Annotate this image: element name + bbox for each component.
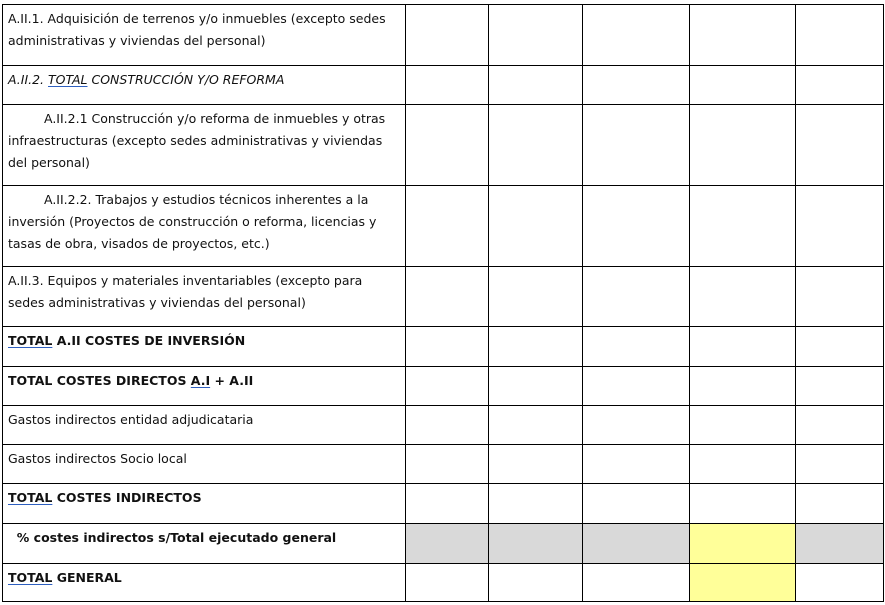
shaded-cell[interactable] — [406, 524, 489, 564]
value-cell[interactable] — [406, 186, 489, 267]
value-cell[interactable] — [690, 267, 796, 327]
value-cell[interactable] — [796, 445, 884, 484]
value-cell[interactable] — [796, 105, 884, 186]
value-cell[interactable] — [489, 445, 583, 484]
label-rest: A.II COSTES DE INVERSIÓN — [52, 333, 246, 348]
label-rest: COSTES INDIRECTOS — [52, 490, 202, 505]
value-cell[interactable] — [583, 186, 690, 267]
row-label: A.II.2.1 Construcción y/o reforma de inmuebles y otras infraestructuras (excepto sedes administrativas y viviendas del personal) — [3, 105, 406, 186]
value-cell[interactable] — [690, 406, 796, 445]
shaded-cell[interactable] — [489, 524, 583, 564]
table-row — [3, 186, 884, 267]
value-cell[interactable] — [583, 66, 690, 105]
label-prefix: A.II.2. — [8, 72, 49, 87]
row-label: Gastos indirectos Socio local — [3, 445, 406, 484]
value-cell[interactable] — [796, 367, 884, 406]
value-cell[interactable] — [690, 5, 796, 66]
row-label — [3, 367, 406, 406]
value-cell[interactable] — [796, 406, 884, 445]
label-underlined: TOTAL — [48, 72, 88, 87]
value-cell[interactable] — [690, 186, 796, 267]
value-cell[interactable] — [583, 564, 690, 602]
value-cell[interactable] — [583, 327, 690, 367]
value-cell[interactable] — [489, 267, 583, 327]
highlighted-cell[interactable] — [690, 564, 796, 602]
value-cell[interactable] — [690, 484, 796, 524]
row-label — [3, 484, 406, 524]
table-row — [3, 105, 884, 186]
value-cell[interactable] — [583, 484, 690, 524]
table-row — [3, 66, 884, 105]
row-label: % costes indirectos s/Total ejecutado general — [3, 524, 406, 564]
value-cell[interactable] — [690, 66, 796, 105]
value-cell[interactable] — [489, 484, 583, 524]
label-underlined: A.I — [190, 373, 211, 388]
value-cell[interactable] — [406, 66, 489, 105]
label-rest: CONSTRUCCIÓN Y/O REFORMA — [87, 72, 285, 87]
row-label: A.II.2.2. Trabajos y estudios técnicos inherentes a la inversión (Proyectos de construcción o reforma, licencias y tasas de obra, visados de proyectos, etc.) — [3, 186, 406, 267]
value-cell[interactable] — [489, 406, 583, 445]
table-row — [3, 367, 884, 406]
value-cell[interactable] — [406, 327, 489, 367]
row-label: A.II.1. Adquisición de terrenos y/o inmuebles (excepto sedes administrativas y viviendas del personal) — [3, 5, 406, 66]
table-row — [3, 524, 884, 564]
label-prefix: TOTAL COSTES DIRECTOS — [8, 373, 191, 388]
value-cell[interactable] — [583, 445, 690, 484]
value-cell[interactable] — [406, 5, 489, 66]
value-cell[interactable] — [406, 445, 489, 484]
table-row — [3, 5, 884, 66]
value-cell[interactable] — [583, 267, 690, 327]
value-cell[interactable] — [796, 327, 884, 367]
row-label — [3, 66, 406, 105]
table-row — [3, 406, 884, 445]
highlighted-cell[interactable] — [690, 524, 796, 564]
value-cell[interactable] — [796, 186, 884, 267]
value-cell[interactable] — [690, 445, 796, 484]
value-cell[interactable] — [406, 367, 489, 406]
value-cell[interactable] — [489, 66, 583, 105]
label-rest: + A.II — [210, 373, 254, 388]
table-row — [3, 445, 884, 484]
table-row — [3, 484, 884, 524]
value-cell[interactable] — [583, 367, 690, 406]
value-cell[interactable] — [583, 406, 690, 445]
value-cell[interactable] — [489, 105, 583, 186]
label-underlined: TOTAL — [8, 490, 53, 505]
value-cell[interactable] — [583, 5, 690, 66]
value-cell[interactable] — [796, 267, 884, 327]
value-cell[interactable] — [690, 367, 796, 406]
value-cell[interactable] — [690, 327, 796, 367]
value-cell[interactable] — [796, 484, 884, 524]
shaded-cell[interactable] — [796, 524, 884, 564]
row-label — [3, 564, 406, 602]
value-cell[interactable] — [489, 367, 583, 406]
table-row — [3, 267, 884, 327]
value-cell[interactable] — [796, 564, 884, 602]
label-underlined: TOTAL — [8, 570, 53, 585]
value-cell[interactable] — [489, 564, 583, 602]
table-row — [3, 327, 884, 367]
label-rest: GENERAL — [52, 570, 122, 585]
value-cell[interactable] — [690, 105, 796, 186]
value-cell[interactable] — [796, 66, 884, 105]
row-label: Gastos indirectos entidad adjudicataria — [3, 406, 406, 445]
row-label — [3, 327, 406, 367]
value-cell[interactable] — [583, 105, 690, 186]
value-cell[interactable] — [489, 5, 583, 66]
row-label: A.II.3. Equipos y materiales inventariables (excepto para sedes administrativas y viviendas del personal) — [3, 267, 406, 327]
label-underlined: TOTAL — [8, 333, 53, 348]
shaded-cell[interactable] — [583, 524, 690, 564]
value-cell[interactable] — [796, 5, 884, 66]
value-cell[interactable] — [406, 564, 489, 602]
value-cell[interactable] — [489, 327, 583, 367]
value-cell[interactable] — [406, 406, 489, 445]
table-row — [3, 564, 884, 602]
value-cell[interactable] — [489, 186, 583, 267]
value-cell[interactable] — [406, 484, 489, 524]
value-cell[interactable] — [406, 105, 489, 186]
budget-table — [2, 4, 884, 602]
value-cell[interactable] — [406, 267, 489, 327]
